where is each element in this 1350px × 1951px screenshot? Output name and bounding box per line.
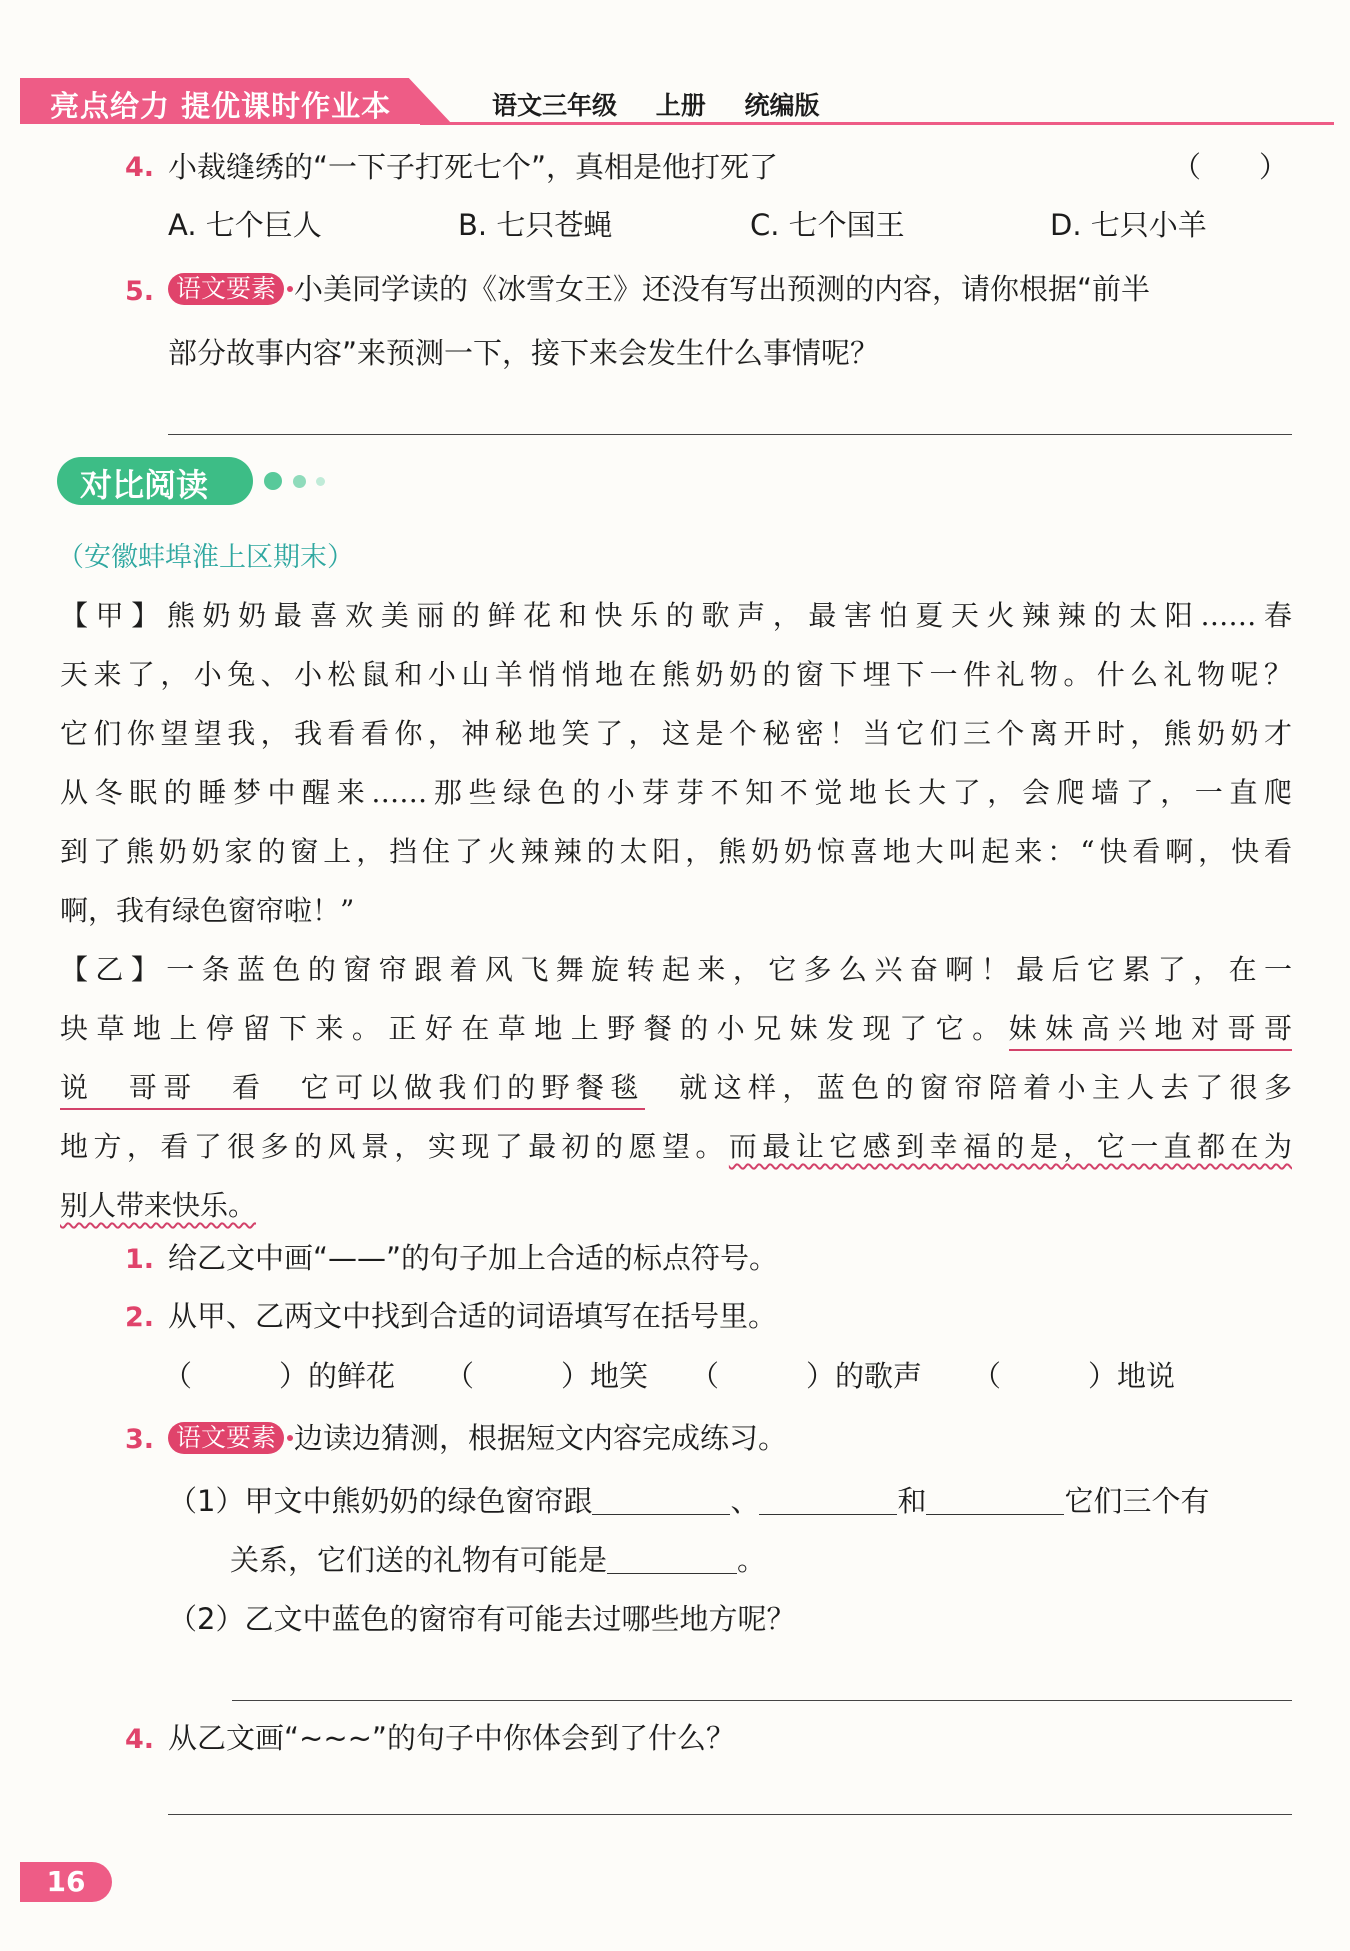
wavy-sentence-part-2: 别人带来快乐。 [60, 1189, 257, 1222]
q3-sub1-period: 。 [737, 1543, 767, 1577]
passage-jia-line-4: 从冬眠的睡梦中醒来……那些绿色的小芽芽不知不觉地长大了，会爬墙了，一直爬 [60, 776, 1292, 809]
passage-yi-line-3 [60, 1066, 1292, 1106]
header-rule [420, 122, 1334, 125]
q2-blank-songs[interactable]: （ ）的歌声 [690, 1359, 923, 1393]
section-title: 对比阅读 [80, 466, 209, 504]
section-dot-3 [316, 477, 325, 486]
q3-badge: 语文要素 [168, 1422, 284, 1454]
brand-title: 亮点给力 提优课时作业本 [50, 89, 392, 123]
passage-yi-line-2 [60, 1007, 1292, 1047]
q3-sub1-suffix: 它们三个有 [1064, 1484, 1210, 1518]
q5-number: 5. [125, 276, 155, 307]
passage-yi-line-2-plain: 块草地上停留下来。正好在草地上野餐的小兄妹发现了它。 [60, 1012, 1009, 1045]
q3-sep-comma: 、 [730, 1484, 760, 1518]
q4-option-d[interactable]: D. 七只小羊 [1050, 208, 1207, 242]
passage-jia-line-2: 天来了，小兔、小松鼠和小山羊悄悄地在熊奶奶的窗下埋下一件礼物。什么礼物呢？ [60, 658, 1292, 691]
q3-sub1-prompt: （1）甲文中熊奶奶的绿色窗帘跟 [168, 1484, 593, 1518]
wavy-sentence-part-1: 而最让它感到幸福的是，它一直都在为 [728, 1130, 1292, 1163]
q4-option-a[interactable]: A. 七个巨人 [168, 208, 322, 242]
edition-label: 统编版 [744, 91, 820, 120]
volume-label: 上册 [655, 91, 706, 120]
passage-jia-line-3: 它们你望望我，我看看你，神秘地笑了，这是个秘密！当它们三个离开时，熊奶奶才 [60, 717, 1292, 750]
passage-yi-line-1: 【乙】一条蓝色的窗帘跟着风飞舞旋转起来，它多么兴奋啊！最后它累了，在一 [60, 953, 1292, 986]
q4-option-b[interactable]: B. 七只苍蝇 [458, 208, 613, 242]
q4-answer-line[interactable] [168, 1814, 1292, 1815]
q3-sub2-answer-line[interactable] [232, 1700, 1292, 1701]
page-number: 16 [20, 1862, 112, 1902]
q5-line2: 部分故事内容”来预测一下，接下来会发生什么事情呢？ [168, 336, 880, 370]
passage-jia-line-6: 啊，我有绿色窗帘啦！” [60, 894, 355, 927]
q5-line1 [168, 272, 1150, 307]
subject-label: 语文三年级 [492, 91, 618, 120]
passage-yi-line-4 [60, 1125, 1292, 1165]
q3-blank-2[interactable] [759, 1484, 897, 1515]
question-4-text: 从乙文画“~~~”的句子中你体会到了什么？ [168, 1721, 735, 1755]
q2-blank-smile[interactable]: （ ）地笑 [445, 1359, 649, 1393]
section-dot-2 [293, 475, 306, 488]
q3-sub1-line2 [230, 1543, 766, 1578]
question-2-number: 2. [125, 1302, 155, 1333]
section-dot-1 [264, 472, 282, 490]
underlined-sentence-part-2: 说 哥哥 看 它可以做我们的野餐毯 [60, 1071, 645, 1110]
question-2-text: 从甲、乙两文中找到合适的词语填写在括号里。 [168, 1299, 778, 1333]
q4-option-c[interactable]: C. 七个国王 [750, 208, 905, 242]
header-subject [492, 86, 849, 122]
passage-jia-line-5: 到了熊奶奶家的窗上，挡住了火辣辣的太阳，熊奶奶惊喜地大叫起来：“快看啊，快看 [60, 835, 1292, 868]
passage-jia-line-1: 【甲】熊奶奶最喜欢美丽的鲜花和快乐的歌声，最害怕夏天火辣辣的太阳……春 [60, 599, 1292, 632]
q5-badge: 语文要素 [168, 273, 284, 305]
passage-yi-line-3-plain: 就这样，蓝色的窗帘陪着小主人去了很多 [679, 1071, 1292, 1104]
q3-sub1-line1 [168, 1484, 1210, 1519]
passage-yi-line-5 [60, 1184, 1292, 1224]
q4-text: 小裁缝绣的“一下子打死七个”，真相是他打死了 [168, 150, 779, 184]
q5-line1-text: 小美同学读的《冰雪女王》还没有写出预测的内容，请你根据“前半 [294, 272, 1151, 306]
question-1-text: 给乙文中画“——”的句子加上合适的标点符号。 [168, 1241, 779, 1275]
passage-yi-line-4-plain: 地方，看了很多的风景，实现了最初的愿望。 [60, 1130, 729, 1163]
question-3-number: 3. [125, 1424, 155, 1455]
q5-answer-line[interactable] [168, 434, 1292, 435]
question-3-text: 边读边猜测，根据短文内容完成练习。 [294, 1421, 788, 1455]
question-4-number: 4. [125, 1724, 155, 1755]
passage-source: （安徽蚌埠淮上区期末） [57, 542, 354, 573]
q3-sep-and: 和 [897, 1484, 927, 1518]
underlined-sentence-part-1: 妹妹高兴地对哥哥 [1009, 1012, 1292, 1051]
q3-blank-1[interactable] [592, 1484, 730, 1515]
q4-number: 4. [125, 152, 155, 183]
question-1-number: 1. [125, 1244, 155, 1275]
question-3-line [168, 1421, 787, 1456]
q3-blank-3[interactable] [926, 1484, 1064, 1515]
q2-blank-flowers[interactable]: （ ）的鲜花 [163, 1359, 396, 1393]
q3-sub2: （2）乙文中蓝色的窗帘有可能去过哪些地方呢？ [168, 1602, 796, 1636]
q3-sub1-gift-prompt: 关系，它们送的礼物有可能是 [230, 1543, 608, 1577]
q3-blank-gift[interactable] [607, 1543, 737, 1574]
q4-answer-paren[interactable]: （ ） [1172, 150, 1289, 184]
q2-blank-say[interactable]: （ ）地说 [972, 1359, 1176, 1393]
